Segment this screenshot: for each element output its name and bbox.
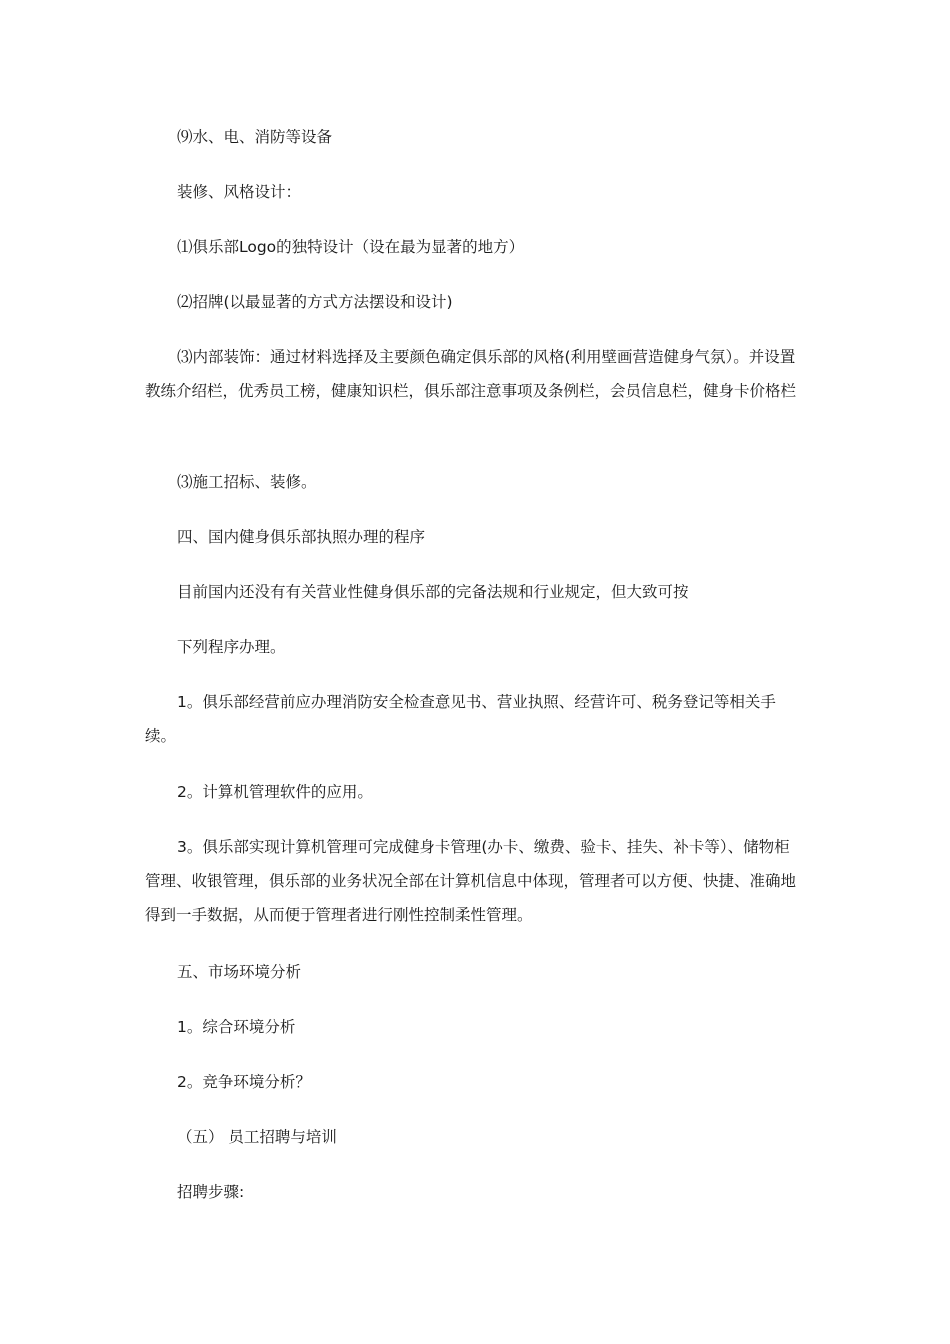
section-heading-license-procedure: 四、国内健身俱乐部执照办理的程序 [177,528,426,546]
paragraph-logo-design: ⑴俱乐部Logo的独特设计（设在最为显著的地方） [177,238,525,256]
paragraph-item-2-software: 2。计算机管理软件的应用。 [177,783,373,801]
section-heading-recruitment-training: （五） 员工招聘与培训 [177,1128,337,1146]
paragraph-construction-bidding: ⑶施工招标、装修。 [177,473,317,491]
paragraph-comprehensive-analysis: 1。综合环境分析 [177,1018,296,1036]
paragraph-regulations-intro: 目前国内还没有有关营业性健身俱乐部的完备法规和行业规定，但大致可按 [177,583,689,601]
paragraph-signboard: ⑵招牌(以最显著的方式方法摆设和设计) [177,293,453,311]
section-heading-market-analysis: 五、市场环境分析 [177,963,302,981]
paragraph-procedure-continuation: 下列程序办理。 [177,638,286,656]
paragraph-item-3-computer-management: 3。俱乐部实现计算机管理可完成健身卡管理(办卡、缴费、验卡、挂失、补卡等）、储物柜管理、收银管理，俱乐部的业务状况全部在计算机信息中体现，管理者可以方便、快捷、准确地得到一手数据，从而便于管理者进行刚性控制柔性管理。 [145,838,797,924]
paragraph-recruitment-steps: 招聘步骤: [177,1183,245,1201]
paragraph-competition-analysis: 2。竞争环境分析？ [177,1073,311,1091]
paragraph-decoration-heading: 装修、风格设计： [177,183,302,201]
paragraph-item-1-procedures: 1。俱乐部经营前应办理消防安全检查意见书、营业执照、经营许可、税务登记等相关手续。 [145,693,776,745]
paragraph-equipment: ⑼水、电、消防等设备 [177,128,333,146]
paragraph-interior-decoration: ⑶内部装饰：通过材料选择及主要颜色确定俱乐部的风格(利用壁画营造健身气氛）。并设置教练介绍栏，优秀员工榜，健康知识栏，俱乐部注意事项及条例栏，会员信息栏，健身卡价格栏 [145,348,797,400]
